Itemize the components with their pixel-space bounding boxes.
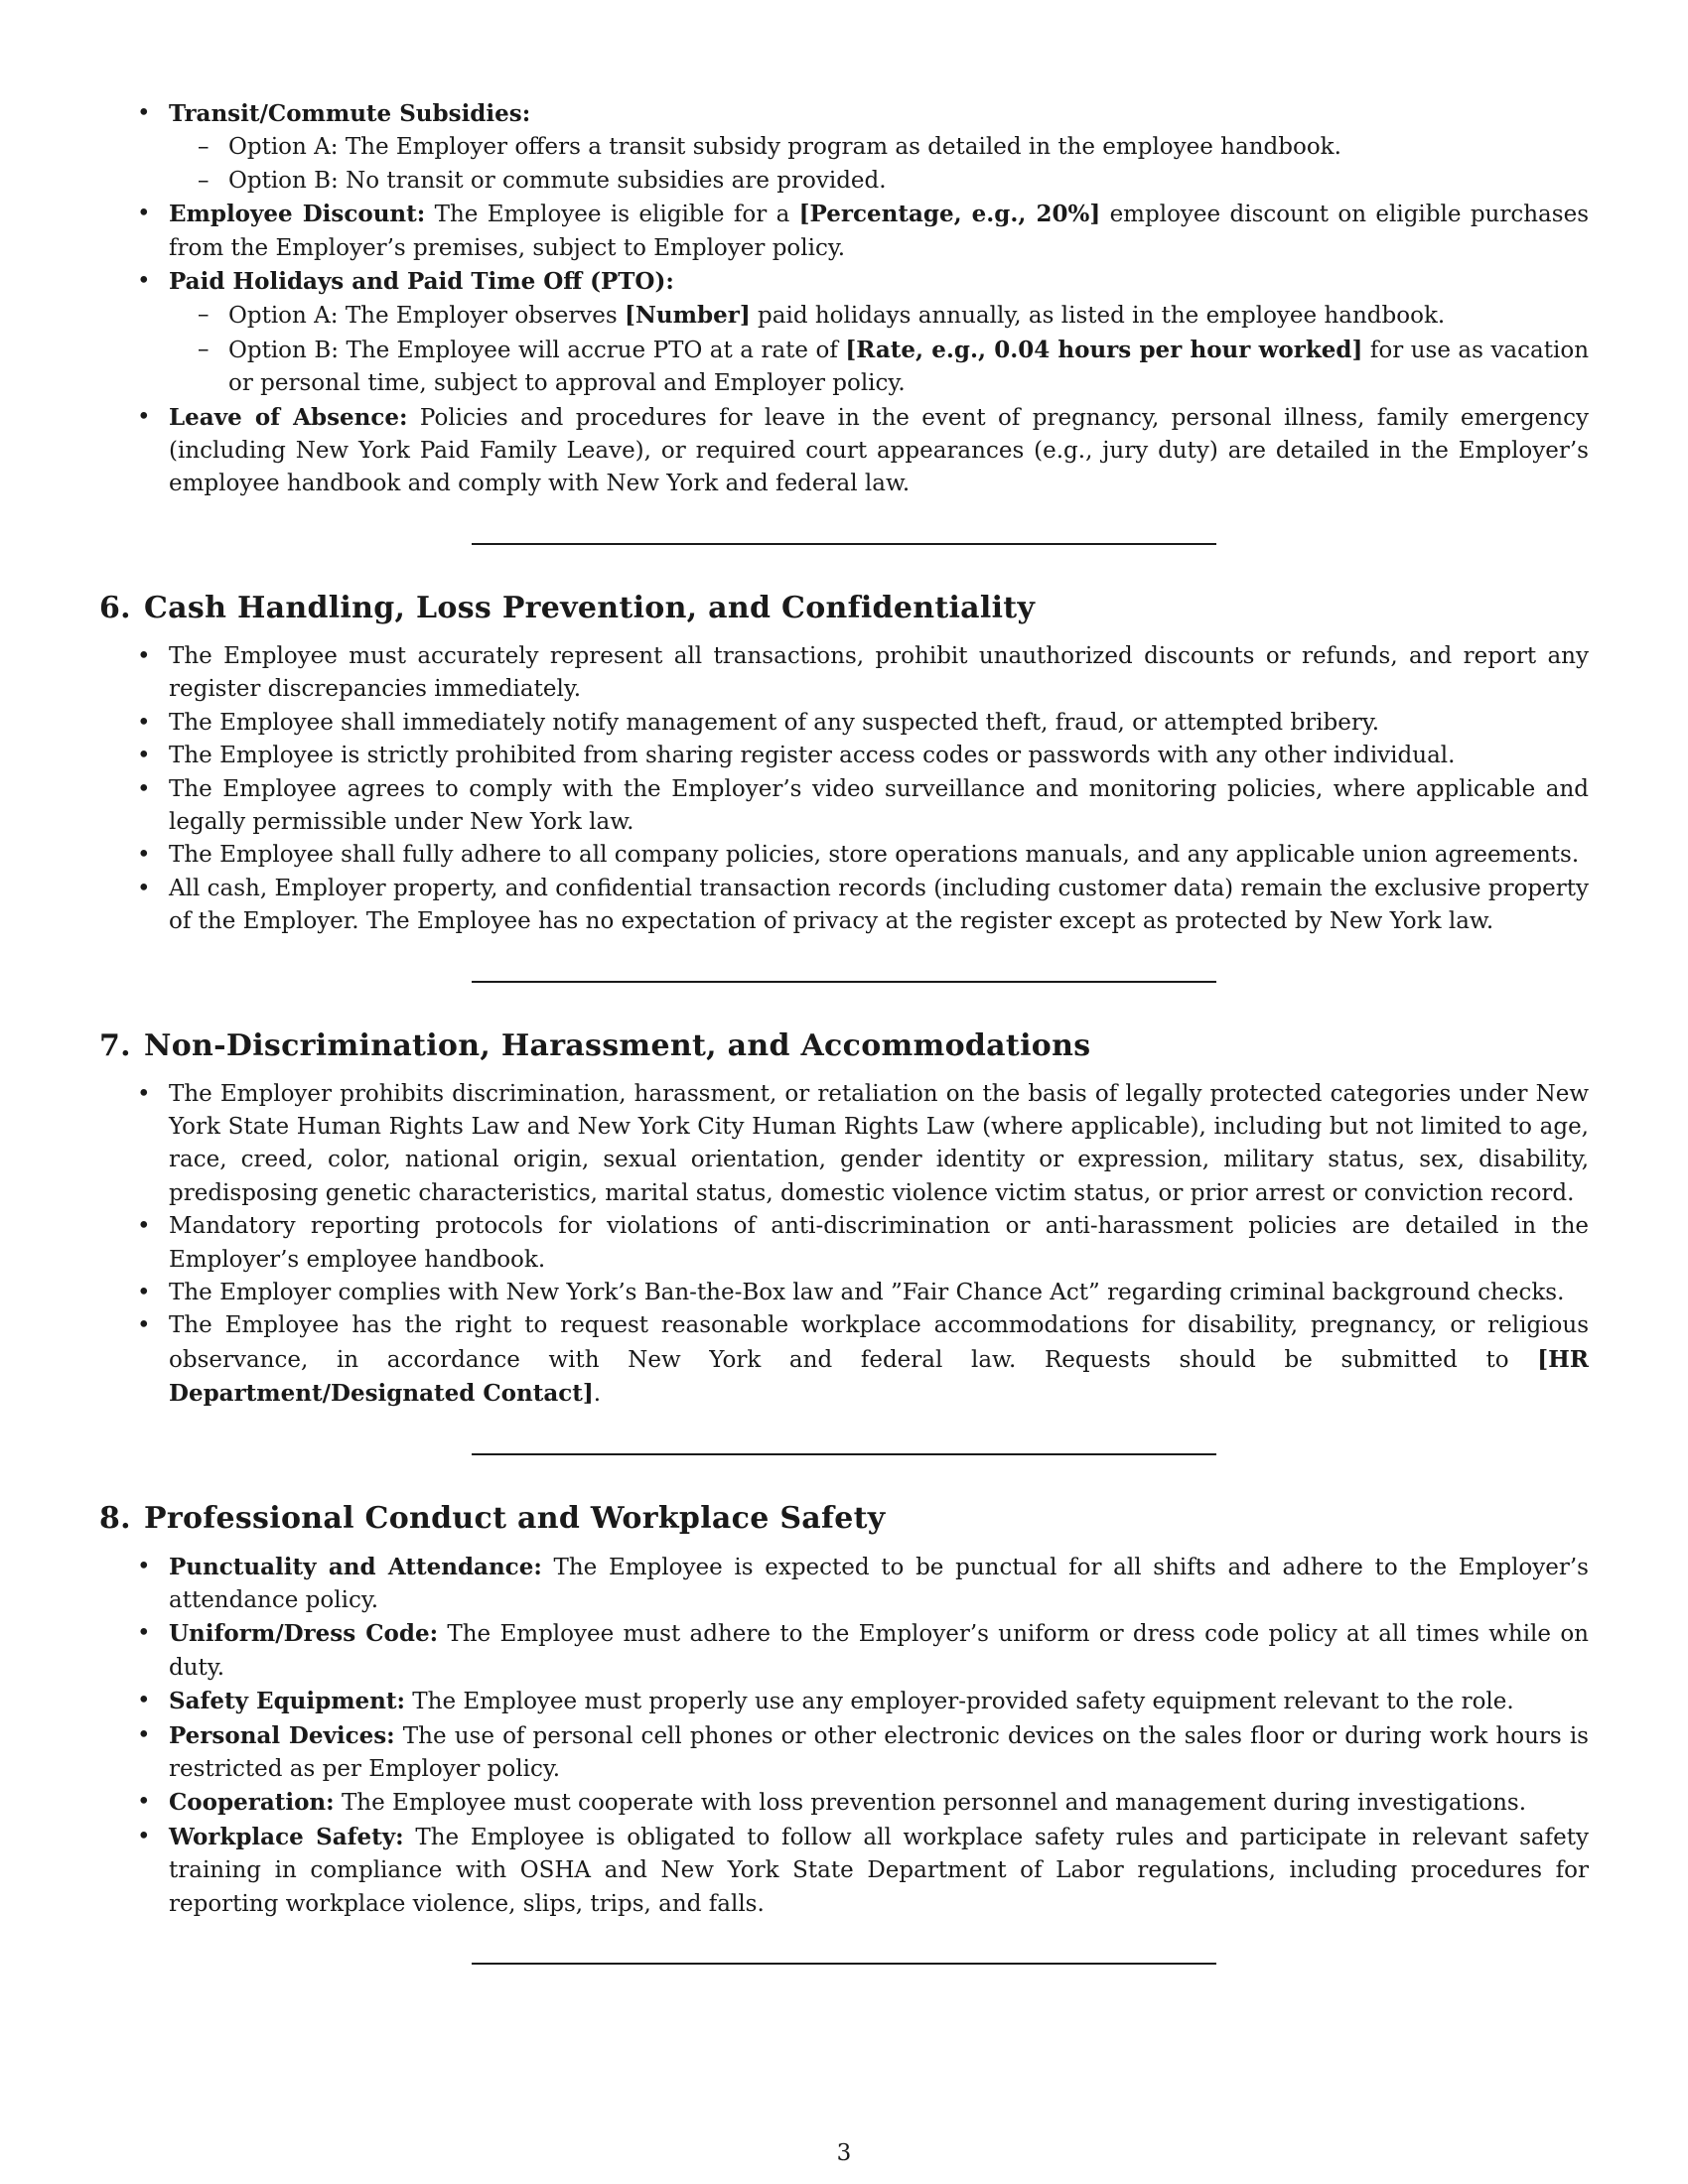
item-text: The Employee has the right to request reasonable workplace accommodations for disability, pregnancy, or religious observance, in accordance with New York and federal law. Requests should be submitted to [169, 1312, 1589, 1373]
list-item [99, 1551, 1589, 1618]
section-divider [472, 1963, 1216, 1965]
section-title: Non-Discrimination, Harassment, and Accommodations [144, 1027, 1091, 1063]
section-6-list [99, 640, 1589, 939]
placeholder-text: [Number] [625, 302, 751, 330]
item-text: Policies and procedures for leave in the event of pregnancy, personal illness, family emergency (including New York Paid Family Leave), or required court appearances (e.g., jury duty) are detailed in the Employer’s employee handbook and comply with New York and federal law. [169, 404, 1589, 497]
item-term: Uniform/Dress Code: [169, 1620, 439, 1648]
section-heading [99, 1026, 1589, 1066]
item-text: for use as vacation or personal time, subject to approval and Employer policy. [228, 337, 1590, 397]
list-item [99, 1821, 1589, 1921]
item-text: The Employee must adhere to the Employer’s uniform or dress code policy at all times while on duty. [169, 1621, 1589, 1681]
section-heading [99, 1499, 1589, 1539]
list-item [99, 198, 1589, 265]
sub-list-item [169, 299, 1589, 333]
item-term: Personal Devices: [169, 1721, 395, 1749]
list-item [99, 1309, 1589, 1411]
sub-list-item [169, 334, 1589, 401]
item-text: The use of personal cell phones or other electronic devices on the sales floor or during work hours is restricted as per Employer policy. [169, 1722, 1589, 1783]
page-number: 3 [836, 2140, 852, 2166]
item-text: paid holidays annually, as listed in the employee handbook. [750, 303, 1446, 330]
item-text: employee discount on eligible purchases from the Employer’s premises, subject to Employer policy. [169, 202, 1589, 261]
item-text: The Employee is expected to be punctual for all shifts and adhere to the Employer’s attendance policy. [169, 1554, 1589, 1613]
item-term: Paid Holidays and Paid Time Off (PTO): [169, 268, 674, 296]
placeholder-text: [Rate, e.g., 0.04 hours per hour worked] [845, 336, 1363, 363]
list-item: • The Employee is strictly prohibited from sharing register access codes or passwords with any other individual. [99, 740, 1589, 772]
section-title: Professional Conduct and Workplace Safety [144, 1500, 886, 1536]
section-title: Cash Handling, Loss Prevention, and Confidentiality [144, 590, 1036, 625]
list-item: • The Employee shall immediately notify management of any suspected theft, fraud, or attempted bribery. [99, 707, 1589, 740]
item-text: The Employee must cooperate with loss prevention personnel and management during investigations. [334, 1790, 1527, 1817]
placeholder-text: [HR Department/Designated Contact] [169, 1345, 1589, 1408]
item-text: . [593, 1381, 602, 1408]
item-term: Workplace Safety: [169, 1823, 404, 1850]
section-number: 8. [99, 1500, 131, 1536]
sub-list-item: – Option B: No transit or commute subsidies are provided. [169, 165, 1589, 198]
placeholder-text: [Percentage, e.g., 20%] [798, 201, 1101, 228]
item-text: The Employee is eligible for a [425, 202, 799, 228]
section-heading [99, 589, 1589, 628]
list-item [99, 1786, 1589, 1820]
page-content [99, 97, 1589, 1965]
list-item: • Mandatory reporting protocols for violations of anti-discrimination or anti-harassment policies are detailed in the Employer’s employee handbook. [99, 1210, 1589, 1277]
section-divider [472, 981, 1216, 983]
list-item [99, 1685, 1589, 1718]
sub-list [169, 299, 1589, 400]
list-item [99, 97, 1589, 198]
section-divider [472, 1453, 1216, 1455]
item-term: Safety Equipment: [169, 1688, 405, 1715]
item-text: Option A: The Employer observes [228, 303, 626, 330]
section-number: 7. [99, 1027, 131, 1063]
section-number: 6. [99, 590, 131, 625]
item-text: Option B: The Employee will accrue PTO at a rate of [228, 337, 846, 363]
list-item: • The Employee must accurately represent all transactions, prohibit unauthorized discounts or refunds, and report any register discrepancies immediately. [99, 640, 1589, 707]
list-item: • All cash, Employer property, and confidential transaction records (including customer data) remain the exclusive property of the Employer. The Employee has no expectation of privacy at the register except as protected by New York law. [99, 873, 1589, 939]
list-item: • The Employer complies with New York’s Ban-the-Box law and ”Fair Chance Act” regarding criminal background checks. [99, 1277, 1589, 1309]
list-item: • The Employee shall fully adhere to all company policies, store operations manuals, and any applicable union agreements. [99, 839, 1589, 872]
item-term: Transit/Commute Subsidies: [169, 100, 531, 127]
list-item: • The Employee agrees to comply with the Employer’s video surveillance and monitoring policies, where applicable and legally permissible under New York law. [99, 773, 1589, 840]
list-item [99, 265, 1589, 401]
item-text: The Employee must properly use any employer-provided safety equipment relevant to the role. [405, 1689, 1514, 1715]
list-item: • The Employer prohibits discrimination, harassment, or retaliation on the basis of legally protected categories under New York State Human Rights Law and New York City Human Rights Law (where applicable), including but not limited to age, race, creed, color, national origin, sexual orientation, gender identity or expression, military status, sex, disability, predisposing genetic characteristics, marital status, domestic violence victim status, or prior arrest or conviction record. [99, 1078, 1589, 1211]
list-item [99, 1617, 1589, 1685]
list-item [99, 401, 1589, 501]
sub-list [169, 131, 1589, 198]
item-term: Employee Discount: [169, 201, 426, 228]
section-divider [472, 543, 1216, 545]
section-8-list [99, 1551, 1589, 1921]
list-item [99, 1719, 1589, 1787]
sub-list-item: – Option A: The Employer offers a transit subsidy program as detailed in the employee handbook. [169, 131, 1589, 164]
item-term: Cooperation: [169, 1789, 335, 1817]
item-text: The Employee is obligated to follow all workplace safety rules and participate in relevant safety training in compliance with OSHA and New York State Department of Labor regulations, including procedures for reporting workplace violence, slips, trips, and falls. [169, 1824, 1589, 1917]
item-term: Punctuality and Attendance: [169, 1553, 542, 1580]
item-term: Leave of Absence: [169, 403, 408, 431]
section-7-list [99, 1078, 1589, 1412]
benefits-list [99, 97, 1589, 501]
